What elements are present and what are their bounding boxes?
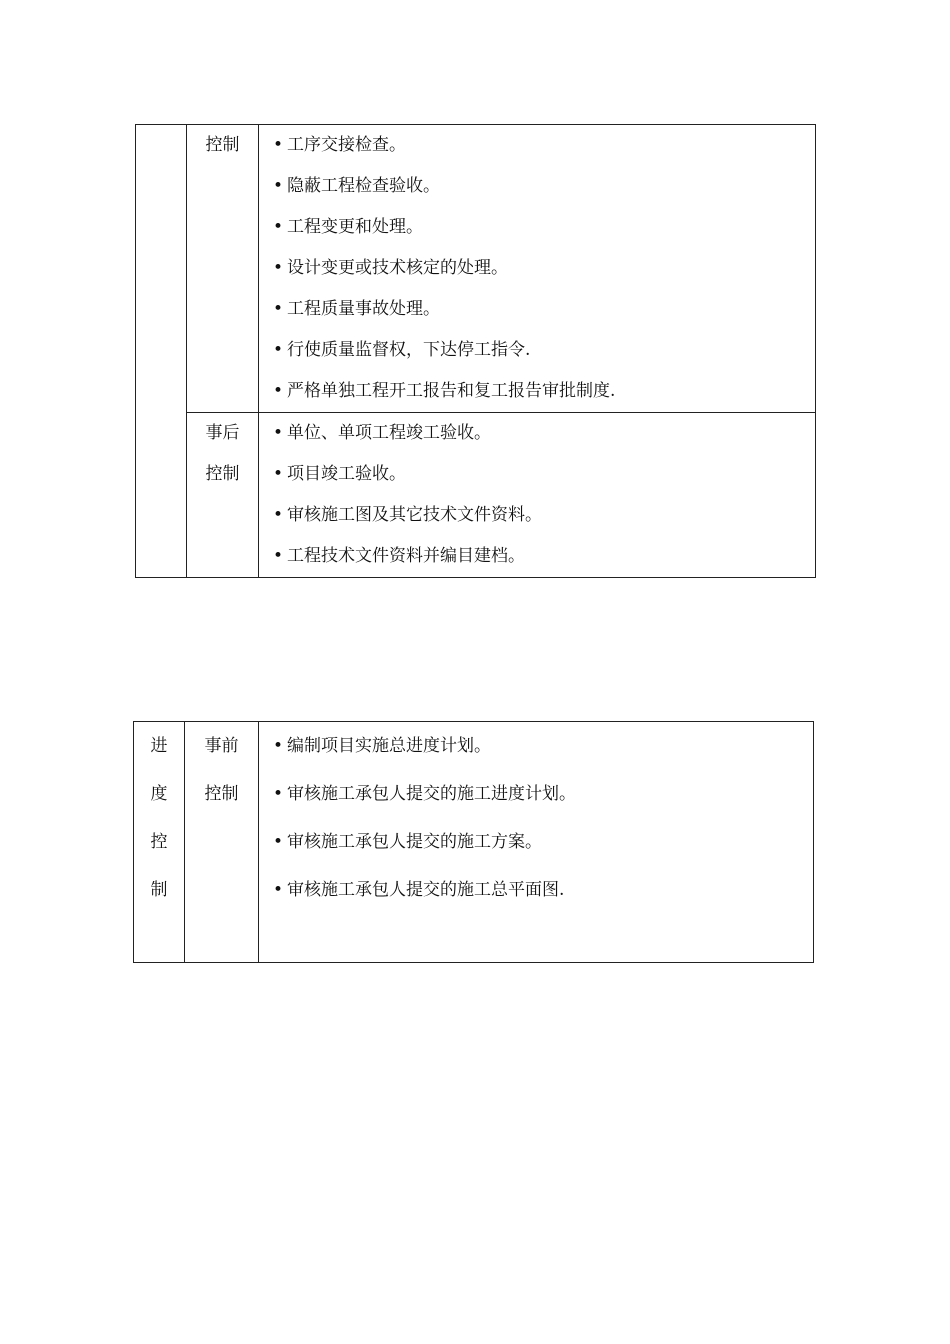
table-row	[136, 125, 816, 413]
list-item: • 隐蔽工程检查验收。	[273, 176, 440, 196]
table-row	[134, 722, 814, 963]
quality-control-table	[135, 124, 816, 578]
list-item: • 编制项目实施总进度计划。	[273, 736, 491, 756]
stage-label: 事后	[205, 423, 240, 443]
list-item: • 单位、单项工程竣工验收。	[273, 423, 491, 443]
stage-cell	[185, 722, 259, 963]
list-item: • 审核施工承包人提交的施工方案。	[273, 832, 542, 852]
stage-cell	[187, 413, 259, 578]
category-char: 进	[150, 736, 168, 756]
list-item: • 设计变更或技术核定的处理。	[273, 258, 508, 278]
category-char: 制	[150, 880, 168, 900]
list-item: • 工程技术文件资料并编目建档。	[273, 546, 525, 566]
category-cell	[134, 722, 185, 963]
stage-cell	[187, 125, 259, 413]
stage-label: 事前	[204, 736, 239, 756]
category-cell	[136, 125, 187, 578]
list-item: • 严格单独工程开工报告和复工报告审批制度.	[273, 381, 616, 401]
category-char: 度	[150, 784, 168, 804]
category-char: 控	[150, 832, 168, 852]
list-item: • 工程变更和处理。	[273, 217, 423, 237]
list-item: • 审核施工图及其它技术文件资料。	[273, 505, 542, 525]
list-item: • 项目竣工验收。	[273, 464, 406, 484]
stage-label: 控制	[204, 784, 239, 804]
stage-label: 控制	[205, 135, 240, 155]
list-item: • 工序交接检查。	[273, 135, 406, 155]
table-row	[136, 413, 816, 578]
list-item: • 工程质量事故处理。	[273, 299, 440, 319]
list-item: • 行使质量监督权，下达停工指令.	[273, 340, 531, 360]
list-item: • 审核施工承包人提交的施工进度计划。	[273, 784, 576, 804]
items-cell	[259, 125, 816, 413]
schedule-control-table	[133, 721, 814, 963]
list-item: • 审核施工承包人提交的施工总平面图.	[273, 880, 565, 900]
items-cell	[259, 722, 814, 963]
stage-label: 控制	[205, 464, 240, 484]
items-cell	[259, 413, 816, 578]
